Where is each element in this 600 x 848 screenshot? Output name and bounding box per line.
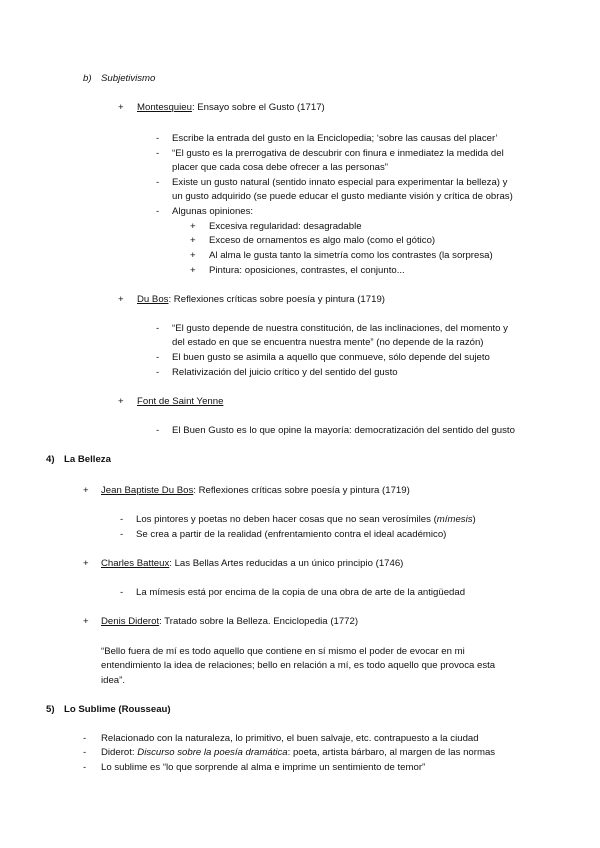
saintyenne-name: Font de Saint Yenne (137, 396, 224, 407)
section-5-number: 5) (46, 704, 55, 715)
dash-bullet: - (156, 206, 160, 217)
batteux-item: La mímesis está por encima de la copia de una obra de arte de la antigüedad (136, 587, 466, 598)
diderot-quote-line: idea”. (101, 675, 125, 686)
dash-bullet: - (156, 177, 160, 188)
plus-bullet: + (83, 485, 89, 496)
diderot-quote-line: “Bello fuera de mí es todo aquello que contiene en sí mismo el poder de evocar en mi (101, 646, 465, 657)
plus-bullet: + (83, 558, 89, 569)
dash-bullet: - (120, 529, 124, 540)
montesquieu-work: : Ensayo sobre el Gusto (1717) (191, 102, 325, 113)
saintyenne-item: El Buen Gusto es lo que opine la mayoría: democratización del sentido del gusto (172, 425, 515, 436)
plus-bullet: + (190, 235, 196, 246)
jbdubos-item: Los pintores y poetas no deben hacer cosas que no sean verosímiles (mímesis) (136, 514, 476, 525)
section-b-title: Subjetivismo (101, 73, 156, 84)
plus-bullet: + (190, 265, 196, 276)
diderot-heading (101, 615, 358, 628)
dubos-work: : Reflexiones críticas sobre poesía y pintura (1719) (168, 294, 385, 305)
diderot-name: Denis Diderot (101, 616, 160, 627)
sublime-item: Lo sublime es “lo que sorprende al alma e imprime un sentimiento de temor” (101, 762, 426, 773)
batteux-work: : Las Bellas Artes reducidas a un único principio (1746) (169, 558, 404, 569)
dubos-item: El buen gusto se asimila a aquello que conmueve, sólo depende del sujeto (172, 352, 490, 363)
opinion-item: Al alma le gusta tanto la simetría como los contrastes (la sorpresa) (209, 250, 493, 261)
dash-bullet: - (120, 514, 124, 525)
section-5-title: Lo Sublime (Rousseau) (64, 704, 171, 715)
dash-bullet: - (156, 367, 160, 378)
montesquieu-item: Existe un gusto natural (sentido innato especial para experimentar la belleza) y (172, 177, 508, 188)
plus-bullet: + (118, 396, 124, 407)
section-4-number: 4) (46, 454, 55, 465)
jbdubos-heading (101, 484, 410, 497)
sublime-item: Diderot: Discurso sobre la poesía dramática: poeta, artista bárbaro, al margen de las normas (101, 747, 496, 758)
plus-bullet: + (118, 294, 124, 305)
montesquieu-item-cont: placer que cada cosa debe ofrecer a las personas” (172, 162, 388, 173)
dubos-name: Du Bos (137, 294, 169, 305)
dubos-item: “El gusto depende de nuestra constitución, de las inclinaciones, del momento y (172, 323, 508, 334)
section-4-title: La Belleza (64, 454, 111, 465)
montesquieu-heading (137, 101, 325, 114)
dash-bullet: - (83, 733, 87, 744)
dash-bullet: - (156, 323, 160, 334)
sublime-item: Relacionado con la naturaleza, lo primitivo, el buen salvaje, etc. contrapuesto a la ciudad (101, 733, 479, 744)
batteux-name: Charles Batteux (101, 558, 170, 569)
dash-bullet: - (156, 148, 160, 159)
dash-bullet: - (156, 352, 160, 363)
discurso-title: Discurso sobre la poesía dramática (137, 747, 288, 758)
diderot-work: : Tratado sobre la Belleza. Enciclopedia (1772) (159, 616, 359, 627)
diderot-quote-line: entendimiento la idea de relaciones; bello en relación a mí, es todo aquello que provoca esta (101, 660, 496, 671)
plus-bullet: + (190, 250, 196, 261)
dubos-item-cont: del estado en que se encuentra nuestra mente” (no depende de la razón) (172, 337, 484, 348)
jbdubos-work: : Reflexiones críticas sobre poesía y pintura (1719) (193, 485, 410, 496)
opinion-item: Excesiva regularidad: desagradable (209, 221, 362, 232)
montesquieu-item: Algunas opiniones: (172, 206, 254, 217)
plus-bullet: + (118, 102, 124, 113)
dash-bullet: - (83, 747, 87, 758)
dash-bullet: - (120, 587, 124, 598)
jbdubos-item: Se crea a partir de la realidad (enfrentamiento contra el ideal académico) (136, 529, 447, 540)
opinion-item: Pintura: oposiciones, contrastes, el conjunto... (209, 265, 405, 276)
montesquieu-item-cont: un gusto adquirido (se puede educar el gusto mediante visión y crítica de obras) (172, 191, 513, 202)
montesquieu-name: Montesquieu (137, 102, 192, 113)
batteux-heading (101, 557, 403, 570)
dash-bullet: - (156, 425, 160, 436)
montesquieu-item: “El gusto es la prerrogativa de descubrir con finura e inmediatez la medida del (172, 148, 504, 159)
plus-bullet: + (83, 616, 89, 627)
dash-bullet: - (156, 133, 160, 144)
mimesis-term: mímesis (436, 514, 473, 525)
dubos-item: Relativización del juicio crítico y del sentido del gusto (172, 367, 398, 378)
plus-bullet: + (190, 221, 196, 232)
montesquieu-item: Escribe la entrada del gusto en la Enciclopedia; ‘sobre las causas del placer’ (172, 133, 498, 144)
section-b-marker: b) (83, 73, 92, 84)
jbdubos-name: Jean Baptiste Du Bos (101, 485, 194, 496)
dubos-heading (137, 293, 385, 306)
dash-bullet: - (83, 762, 87, 773)
opinion-item: Exceso de ornamentos es algo malo (como el gótico) (209, 235, 436, 246)
